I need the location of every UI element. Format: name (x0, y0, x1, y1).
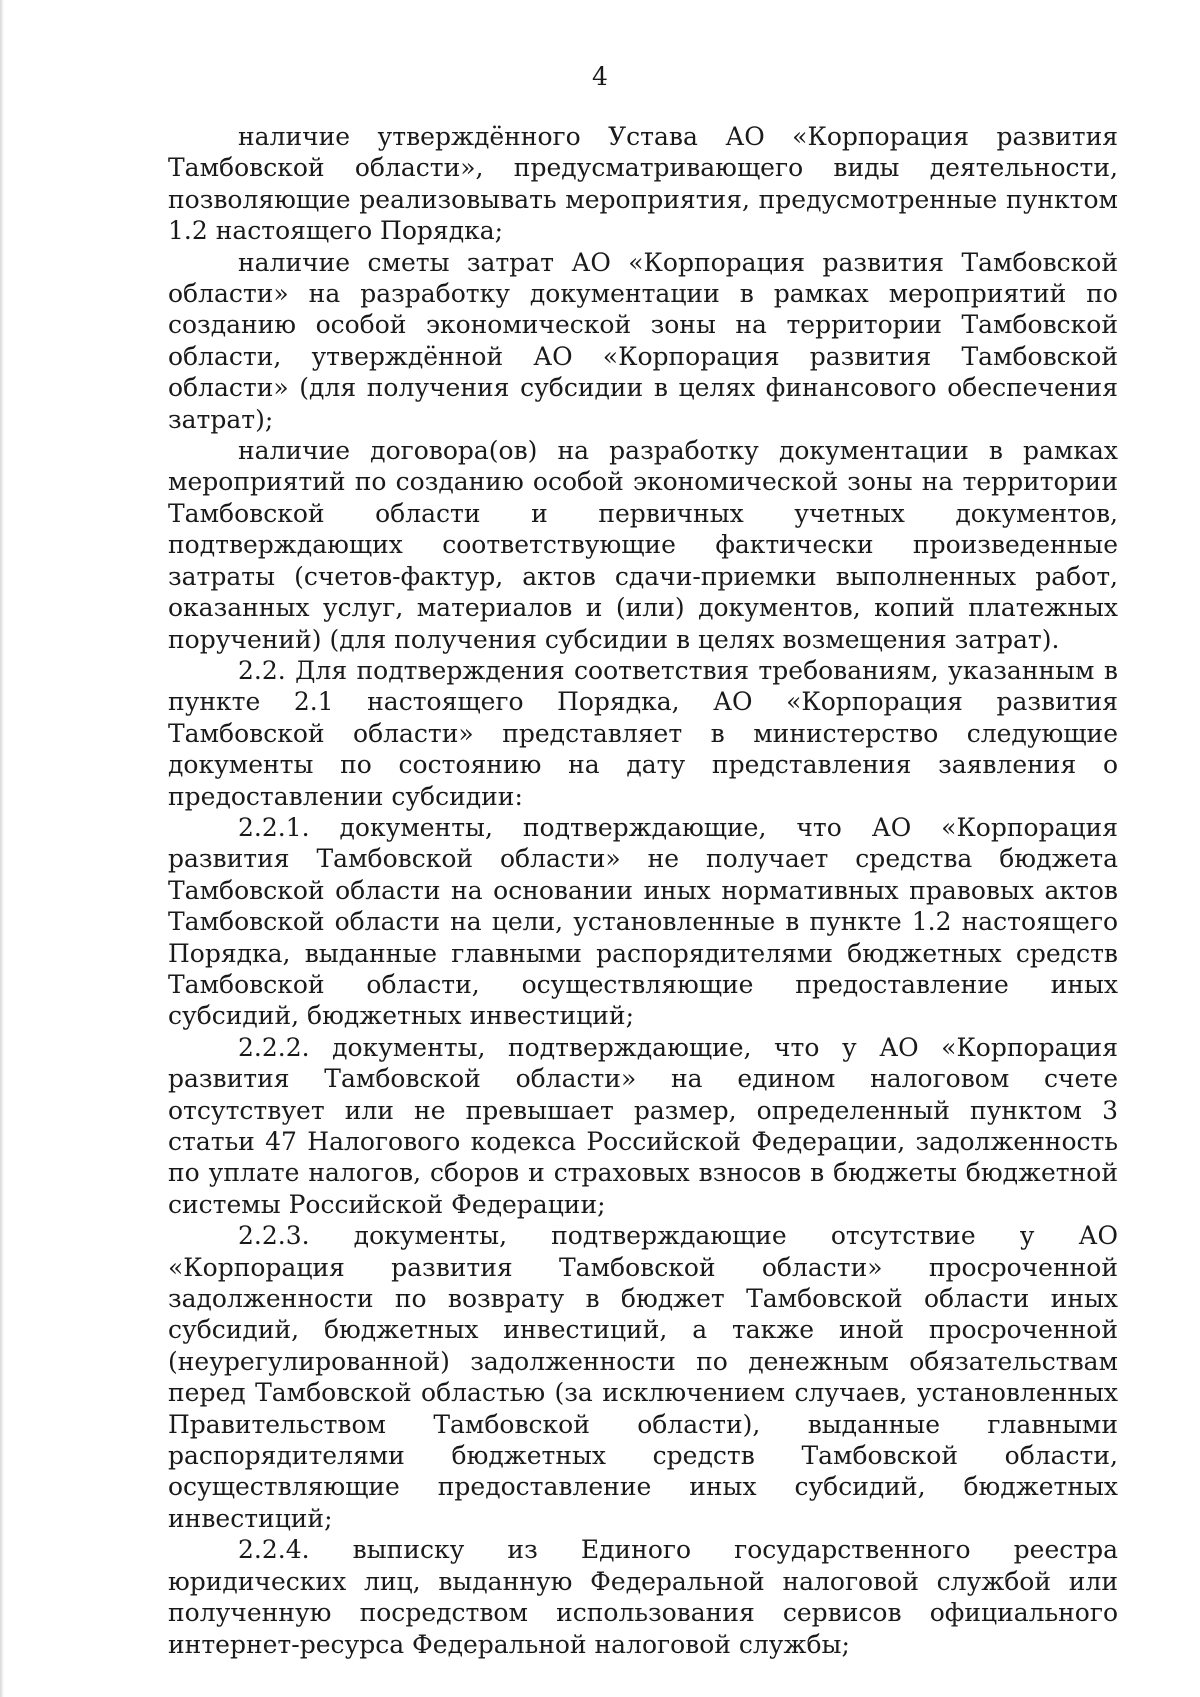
paragraph-2-2-3: 2.2.3. документы, подтверждающие отсутствие у АО «Корпорация развития Тамбовской области» просроченной задолженности по возврату в бюджет Тамбовской области иных субсидий, бюджетных инвестиций, а также иной просроченной (неурегулированной) задолженности по денежным обязательствам перед Тамбовской областью (за исключением случаев, установленных Правительством Тамбовской области), выданные главными распорядителями бюджетных средств Тамбовской области, осуществляющие предоставление иных субсидий, бюджетных инвестиций; (168, 1221, 1118, 1533)
paragraph-charter: наличие утверждённого Устава АО «Корпорация развития Тамбовской области», предусматривающего виды деятельности, позволяющие реализовывать мероприятия, предусмотренные пунктом 1.2 настоящего Порядка; (168, 122, 1118, 246)
paragraph-2-2-1: 2.2.1. документы, подтверждающие, что АО «Корпорация развития Тамбовской области» не получает средства бюджета Тамбовской области на основании иных нормативных правовых актов Тамбовской области на цели, установленные в пункте 1.2 настоящего Порядка, выданные главными распорядителями бюджетных средств Тамбовской области, осуществляющие предоставление иных субсидий, бюджетных инвестиций; (168, 812, 1118, 1031)
document-body (168, 121, 1118, 1660)
scan-edge-shadow (0, 0, 4, 1697)
paragraph-2-2: 2.2. Для подтверждения соответствия требованиям, указанным в пункте 2.1 настоящего Порядка, АО «Корпорация развития Тамбовской области» представляет в министерство следующие документы по состоянию на дату представления заявления о предоставлении субсидии: (168, 655, 1118, 811)
paragraph-2-2-4: 2.2.4. выписку из Единого государственного реестра юридических лиц, выданную Федеральной налоговой службой или полученную посредством использования сервисов официального интернет-ресурса Федеральной налоговой службы; (168, 1535, 1118, 1659)
page-number: 4 (592, 62, 608, 91)
paragraph-contracts: наличие договора(ов) на разработку документации в рамках мероприятий по созданию особой экономической зоны на территории Тамбовской области и первичных учетных документов, подтверждающих соответствующие фактически произведенные затраты (счетов-фактур, актов сдачи-приемки выполненных работ, оказанных услуг, материалов и (или) документов, копий платежных поручений) (для получения субсидии в целях возмещения затрат). (168, 436, 1118, 654)
paragraph-2-2-2: 2.2.2. документы, подтверждающие, что у АО «Корпорация развития Тамбовской области» на едином налоговом счете отсутствует или не превышает размер, определенный пунктом 3 статьи 47 Налогового кодекса Российской Федерации, задолженность по уплате налогов, сборов и страховых взносов в бюджеты бюджетной системы Российской Федерации; (168, 1032, 1118, 1219)
paragraph-cost-estimate: наличие сметы затрат АО «Корпорация развития Тамбовской области» на разработку документации в рамках мероприятий по созданию особой экономической зоны на территории Тамбовской области, утверждённой АО «Корпорация развития Тамбовской области» (для получения субсидии в целях финансового обеспечения затрат); (168, 247, 1118, 434)
